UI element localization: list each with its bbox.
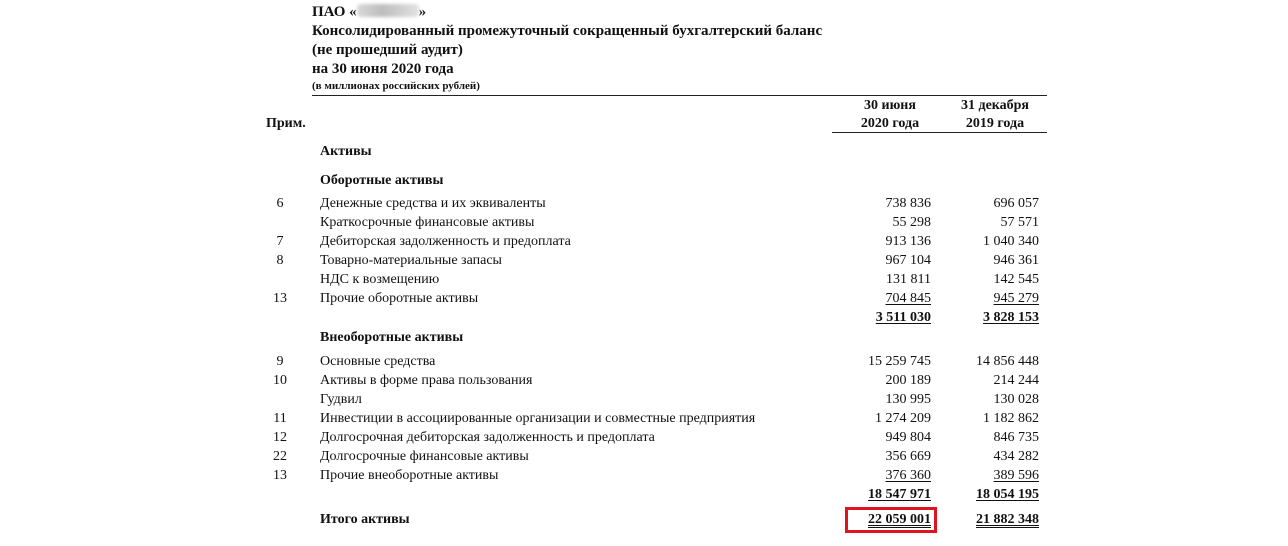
table-row — [0, 253, 1288, 272]
column-header-2019-line2: 2019 года — [965, 116, 1025, 131]
row-value-2020: 913 136 — [885, 234, 931, 249]
company-suffix: » — [418, 4, 427, 20]
row-value-2019: 846 735 — [993, 430, 1039, 445]
column-header-2020 — [840, 97, 940, 133]
row-value-2020: 200 189 — [885, 373, 931, 388]
row-note: 10 — [273, 373, 287, 388]
table-row — [0, 291, 1288, 310]
row-value-2019: 14 856 448 — [976, 354, 1039, 369]
redacted-company-name — [357, 4, 419, 17]
row-value-2020: 967 104 — [885, 253, 931, 268]
row-label: Долгосрочная дебиторская задолженность и предоплата — [320, 430, 655, 445]
row-note: 11 — [273, 411, 287, 426]
row-value-2019: 1 040 340 — [983, 234, 1039, 249]
table-row — [0, 196, 1288, 215]
row-value-2019: 142 545 — [993, 272, 1039, 287]
company-prefix: ПАО « — [312, 4, 357, 20]
row-value-2020: 949 804 — [885, 430, 931, 445]
row-value-2019: 389 596 — [993, 468, 1039, 483]
row-value-2020: 15 259 745 — [868, 354, 931, 369]
row-label: Гудвил — [320, 392, 362, 407]
report-date: на 30 июня 2020 года — [312, 61, 454, 77]
row-value-2020: 55 298 — [892, 215, 931, 230]
row-label: Дебиторская задолженность и предоплата — [320, 234, 571, 249]
section-noncurrent-assets: Внеоборотные активы — [320, 330, 464, 345]
row-label: Краткосрочные финансовые активы — [320, 215, 535, 230]
row-value-2019: 946 361 — [993, 253, 1039, 268]
row-label: Прочие внеоборотные активы — [320, 468, 499, 483]
report-title: Консолидированный промежуточный сокращенный бухгалтерский баланс — [312, 23, 823, 39]
row-label: Основные средства — [320, 354, 436, 369]
table-row — [0, 449, 1288, 468]
table-row — [0, 215, 1288, 234]
row-value-2019: 130 028 — [993, 392, 1039, 407]
row-value-2019: 696 057 — [993, 196, 1039, 211]
total-assets-row — [0, 512, 1288, 531]
row-value-2020: 376 360 — [885, 468, 931, 483]
row-label: Инвестиции в ассоциированные организации и совместные предприятия — [320, 411, 756, 426]
current-assets-total-row — [0, 310, 1288, 329]
row-note: 7 — [276, 234, 284, 249]
row-label: Прочие оборотные активы — [320, 291, 479, 306]
noncurrent-total-2020: 18 547 971 — [868, 487, 931, 502]
report-units: (в миллионах российских рублей) — [312, 80, 480, 92]
row-value-2019: 1 182 862 — [983, 411, 1039, 426]
highlight-box — [845, 507, 937, 533]
noncurrent-assets-total-row — [0, 487, 1288, 506]
column-header-rule — [832, 132, 1047, 133]
row-label: Долгосрочные финансовые активы — [320, 449, 529, 464]
report-subtitle: (не прошедший аудит) — [312, 42, 463, 58]
row-note: 9 — [276, 354, 284, 369]
row-note: 6 — [276, 196, 284, 211]
current-total-2020: 3 511 030 — [875, 310, 931, 325]
company-name — [312, 3, 426, 21]
row-note: 12 — [273, 430, 287, 445]
table-row — [0, 373, 1288, 392]
table-row — [0, 272, 1288, 291]
row-value-2020: 130 995 — [885, 392, 931, 407]
row-label: Активы в форме права пользования — [320, 373, 533, 388]
section-current-assets: Оборотные активы — [320, 173, 444, 188]
total-assets-label: Итого активы — [320, 512, 410, 527]
table-row — [0, 392, 1288, 411]
table-row — [0, 234, 1288, 253]
row-value-2020: 704 845 — [885, 291, 931, 306]
row-label: Товарно-материальные запасы — [320, 253, 502, 268]
row-label: НДС к возмещению — [320, 272, 440, 287]
section-assets: Активы — [320, 144, 372, 159]
column-header-2020-line1: 30 июня — [864, 98, 916, 113]
column-header-2019-line1: 31 декабря — [960, 98, 1029, 113]
table-row — [0, 468, 1288, 487]
row-value-2019: 57 571 — [1000, 215, 1039, 230]
table-row — [0, 354, 1288, 373]
row-value-2019: 434 282 — [993, 449, 1039, 464]
table-row — [0, 430, 1288, 449]
noncurrent-total-2019: 18 054 195 — [976, 487, 1039, 502]
note-column-header: Прим. — [266, 116, 306, 131]
row-value-2020: 1 274 209 — [875, 411, 931, 426]
row-note: 22 — [273, 449, 287, 464]
column-header-2019 — [945, 97, 1045, 133]
total-assets-2020: 22 059 001 — [868, 512, 931, 527]
row-value-2020: 356 669 — [885, 449, 931, 464]
row-value-2020: 131 811 — [886, 272, 931, 287]
row-value-2019: 214 244 — [993, 373, 1039, 388]
row-note: 13 — [273, 291, 287, 306]
row-value-2019: 945 279 — [993, 291, 1039, 306]
column-header-2020-line2: 2020 года — [860, 116, 920, 131]
total-assets-2019: 21 882 348 — [976, 512, 1039, 527]
row-note: 13 — [273, 468, 287, 483]
row-label: Денежные средства и их эквиваленты — [320, 196, 546, 211]
current-total-2019: 3 828 153 — [983, 310, 1039, 325]
row-value-2020: 738 836 — [885, 196, 931, 211]
table-row — [0, 411, 1288, 430]
header-rule — [312, 95, 1047, 96]
row-note: 8 — [276, 253, 284, 268]
